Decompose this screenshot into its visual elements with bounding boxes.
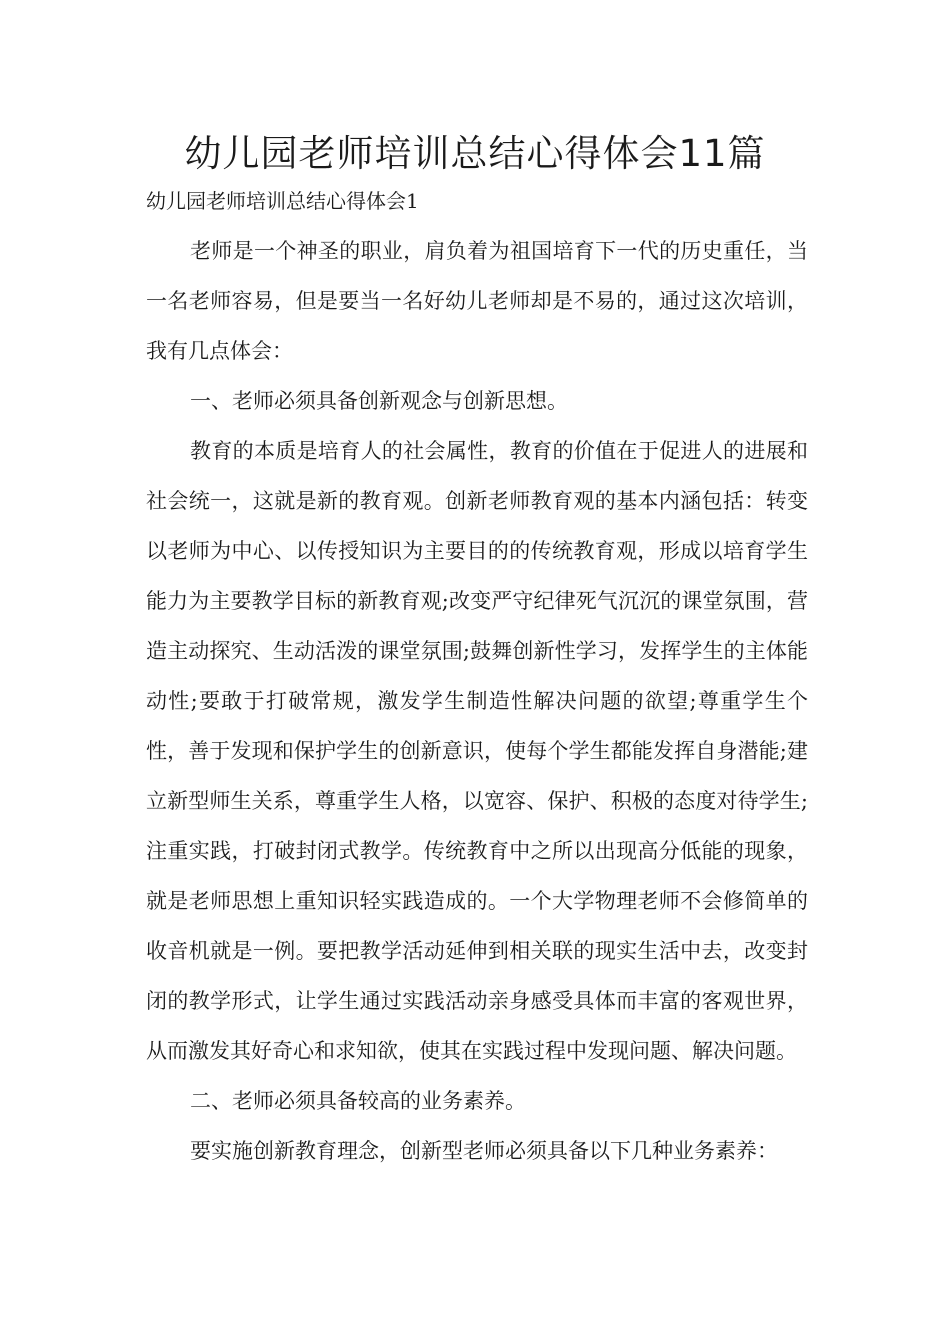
paragraph-point-one-heading: 一、老师必须具备创新观念与创新思想。	[190, 389, 568, 413]
document-title: 幼儿园老师培训总结心得体会11篇	[184, 132, 766, 175]
paragraph-point-two-heading: 二、老师必须具备较高的业务素养。	[190, 1089, 526, 1113]
paragraph-intro: 老师是一个神圣的职业，肩负着为祖国培育下一代的历史重任，当一名老师容易，但是要当一名好幼儿老师却是不易的，通过这次培训，我有几点体会：	[146, 239, 808, 363]
paragraph-point-two-body: 要实施创新教育理念，创新型老师必须具备以下几种业务素养：	[190, 1139, 778, 1163]
paragraph-point-one-body: 教育的本质是培育人的社会属性，教育的价值在于促进人的进展和社会统一，这就是新的教育观。创新老师教育观的基本内涵包括：转变以老师为中心、以传授知识为主要目的的传统教育观，形成以培育学生能力为主要教学目标的新教育观;改变严守纪律死气沉沉的课堂氛围，营造主动探究、生动活泼的课堂氛围;鼓舞创新性学习，发挥学生的主体能动性;要敢于打破常规，激发学生制造性解决问题的欲望;尊重学生个性，善于发现和保护学生的创新意识，使每个学生都能发挥自身潜能;建立新型师生关系，尊重学生人格，以宽容、保护、积极的态度对待学生;注重实践，打破封闭式教学。传统教育中之所以出现高分低能的现象，就是老师思想上重知识轻实践造成的。一个大学物理老师不会修简单的收音机就是一例。要把教学活动延伸到相关联的现实生活中去，改变封闭的教学形式，让学生通过实践活动亲身感受具体而丰富的客观世界，从而激发其好奇心和求知欲，使其在实践过程中发现问题、解决问题。	[146, 439, 808, 1063]
document-body	[146, 226, 808, 1176]
section-heading: 幼儿园老师培训总结心得体会1	[146, 189, 419, 213]
